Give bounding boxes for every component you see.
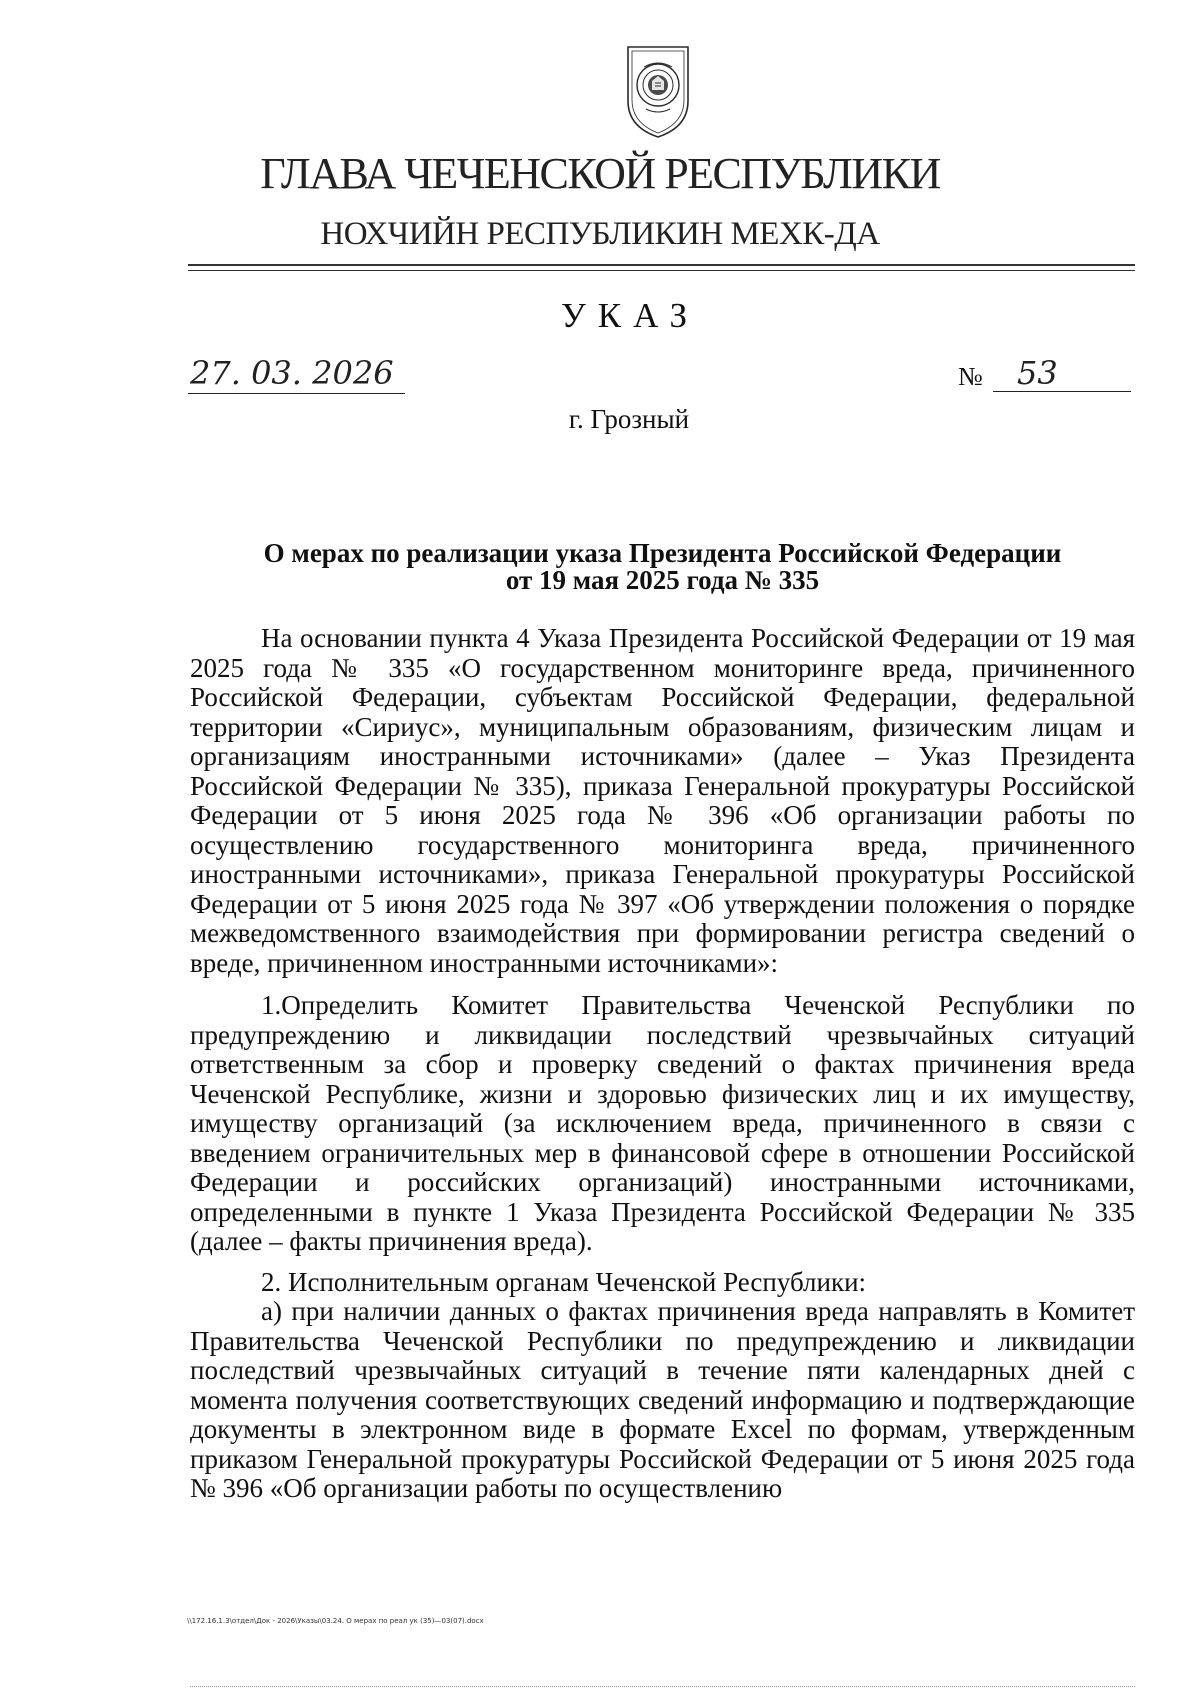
handwritten-number: 53 [993, 356, 1131, 392]
paragraph-preamble: На основании пункта 4 Указа Президента Российской Федерации от 19 мая 2025 года № 335 «О государственном мониторинге вреда, причиненного Российской Федерации, субъектам Российской Федерации, федеральной территории «Сириус», муниципальным образованиям, физическим лицам и организациям иностранными источниками» (далее – Указ Президента Российской Федерации № 335), приказа Генеральной прокуратуры Российской Федерации от 5 июня 2025 года № 396 «Об организации работы по осуществлению государственного мониторинга вреда, причиненного иностранными источниками», приказа Генеральной прокуратуры Российской Федерации от 5 июня 2025 года № 397 «Об утверждении положения о порядке межведомственного взаимодействия при формировании регистра сведений о вреде, причиненном иностранными источниками»: [190, 623, 1135, 978]
paragraph-item-1: 1.Определить Комитет Правительства Чеченской Республики по предупреждению и ликвидации последствий чрезвычайных ситуаций ответственным за сбор и проверку сведений о фактах причинения вреда Чеченской Республике, жизни и здоровью физических лиц и их имуществу, имуществу организаций (за исключением вреда, причиненного в связи с введением ограничительных мер в финансовой сфере в отношении Российской Федерации и российских организаций) иностранными источниками, определенными в пункте 1 Указа Президента Российской Федерации № 335 (далее – факты причинения вреда). [190, 990, 1135, 1256]
title-line-1: О мерах по реализации указа Президента Российской Федерации [263, 538, 1062, 568]
header-rule-thin [188, 270, 1135, 271]
authority-title: ГЛАВА ЧЕЧЕНСКОЙ РЕСПУБЛИКИ [260, 149, 940, 198]
document-body [190, 624, 1135, 1504]
header-rule-thick [188, 264, 1135, 266]
handwritten-date: 27. 03. 2026 [188, 356, 405, 394]
title-line-2: от 19 мая 2025 года № 335 [505, 565, 820, 595]
file-path-footer: \\172.16.1.3\отдел\Док - 2026\Указы\03.24. О мерах по реал ук (35)—03(07).docx [187, 1617, 484, 1625]
document-title [190, 540, 1135, 594]
paragraph-item-2a: а) при наличии данных о фактах причинения вреда направлять в Комитет Правительства Чеченской Республики по предупреждению и ликвидации последствий чрезвычайных ситуаций в течение пяти календарных дней с момента получения соответствующих сведений информацию и подтверждающие документы в электронном виде в формате Excel по формам, утвержденным приказом Генеральной прокуратуры Российской Федерации от 5 июня 2025 года № 396 «Об организации работы по осуществлению [190, 1296, 1135, 1503]
document-type: УКАЗ [560, 296, 700, 335]
page-bottom-edge [190, 1686, 1135, 1687]
number-label: № [958, 362, 983, 391]
authority-title-chechen: НОХЧИЙН РЕСПУБЛИКИН МЕХК-ДА [320, 216, 880, 252]
city: г. Грозный [568, 404, 690, 434]
coat-of-arms-icon [622, 43, 694, 139]
paragraph-item-2: 2. Исполнительным органам Чеченской Республики: [261, 1266, 867, 1297]
